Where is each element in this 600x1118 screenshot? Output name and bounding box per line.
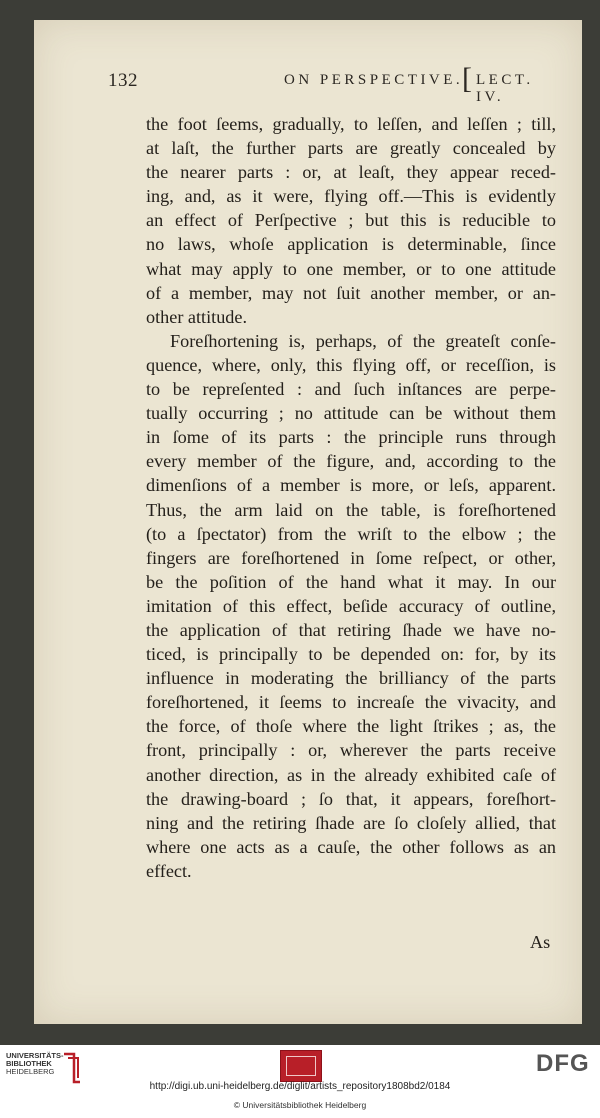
text-line: the application of that retiring ſhade we have no- [146,619,556,640]
text-line: ing, and, as it were, flying off.—This is evidently [146,186,556,207]
running-header [108,58,568,105]
permalink[interactable]: http://digi.ub.uni-heidelberg.de/diglit/artists_repository1808bd2/0184 [149,1081,451,1092]
text-line: an effect of Perſpective ; but this is reducible to [146,210,556,231]
text-line: Foreſhortening is, perhaps, of the greateſt conſe- [170,330,556,351]
text-line: influence in moderating the brilliancy of the parts [146,668,556,689]
text-line: quence, where, only, this flying off, or receſſion, is [146,354,556,375]
text-line: of a member, may not ſuit another member, or an- [146,282,556,303]
text-line: fingers are foreſhortened in ſome reſpect, or other, [146,547,556,568]
library-line-2: BIBLIOTHEK [6,1059,52,1069]
seal-inner-frame [286,1056,316,1076]
text-line: the nearer parts : or, at leaſt, they appear reced- [146,162,556,183]
page-number: 132 [108,70,138,91]
text-line: in ſome of its parts : the principle runs through [146,427,556,448]
dfg-logo: DFG [536,1050,590,1077]
copyright-notice: © Universitätsbibliothek Heidelberg [233,1100,367,1110]
text-line: the force, of thoſe where the light ſtrikes ; as, the [146,716,556,737]
text-line: front, principally : or, wherever the parts receive [146,740,556,761]
text-line: what may apply to one member, or to one attitude [146,258,556,279]
text-line: to be repreſented : and ſuch inſtances are perpe- [146,379,556,400]
text-line: another direction, as in the already exhibited caſe of [146,764,556,785]
text-line: be the poſition of the hand what it may. In our [146,571,556,592]
text-line: no laws, whoſe application is determinable, ſince [146,234,556,255]
library-line-1: UNIVERSITÄTS- [6,1051,64,1060]
digital-seal-icon[interactable] [280,1050,322,1082]
text-line: every member of the figure, and, according to the [146,451,556,472]
text-line: imitation of this effect, beſide accuracy of outline, [146,595,556,616]
header-bracket: [ [462,62,472,95]
library-line-3: HEIDELBERG [6,1067,55,1077]
text-line: ticed, is principally to be depended on: for, by its [146,644,556,665]
text-line: effect. [146,860,192,881]
running-title: ON PERSPECTIVE. [284,72,464,88]
text-line: (to a ſpectator) from the wriſt to the elbow ; the [146,523,556,544]
text-line: the drawing-board ; ſo that, it appears, foreſhort- [146,788,556,809]
lecture-label: LECT. IV. [476,72,534,105]
text-line: Thus, the arm laid on the table, is foreſhortened [146,499,556,520]
page-body-text [146,112,556,883]
catchword: As [530,932,551,952]
text-line: ning and the retiring ſhade are ſo cloſely allied, that [146,812,556,833]
text-line: where one acts as a cauſe, the other follows as an [146,836,556,857]
text-line: at laſt, the further parts are greatly concealed by [146,138,556,159]
text-line: other attitude. [146,306,248,327]
text-line: tually occurring ; no attitude can be without them [146,403,556,424]
text-line: the foot ſeems, gradually, to leſſen, and leſſen ; till, [146,114,556,134]
text-line: dimenſions of a member is more, or leſs, apparent. [146,475,556,496]
library-logo-text [6,1052,64,1077]
text-line: foreſhortened, it ſeems to increaſe the vivacity, and [146,692,556,713]
